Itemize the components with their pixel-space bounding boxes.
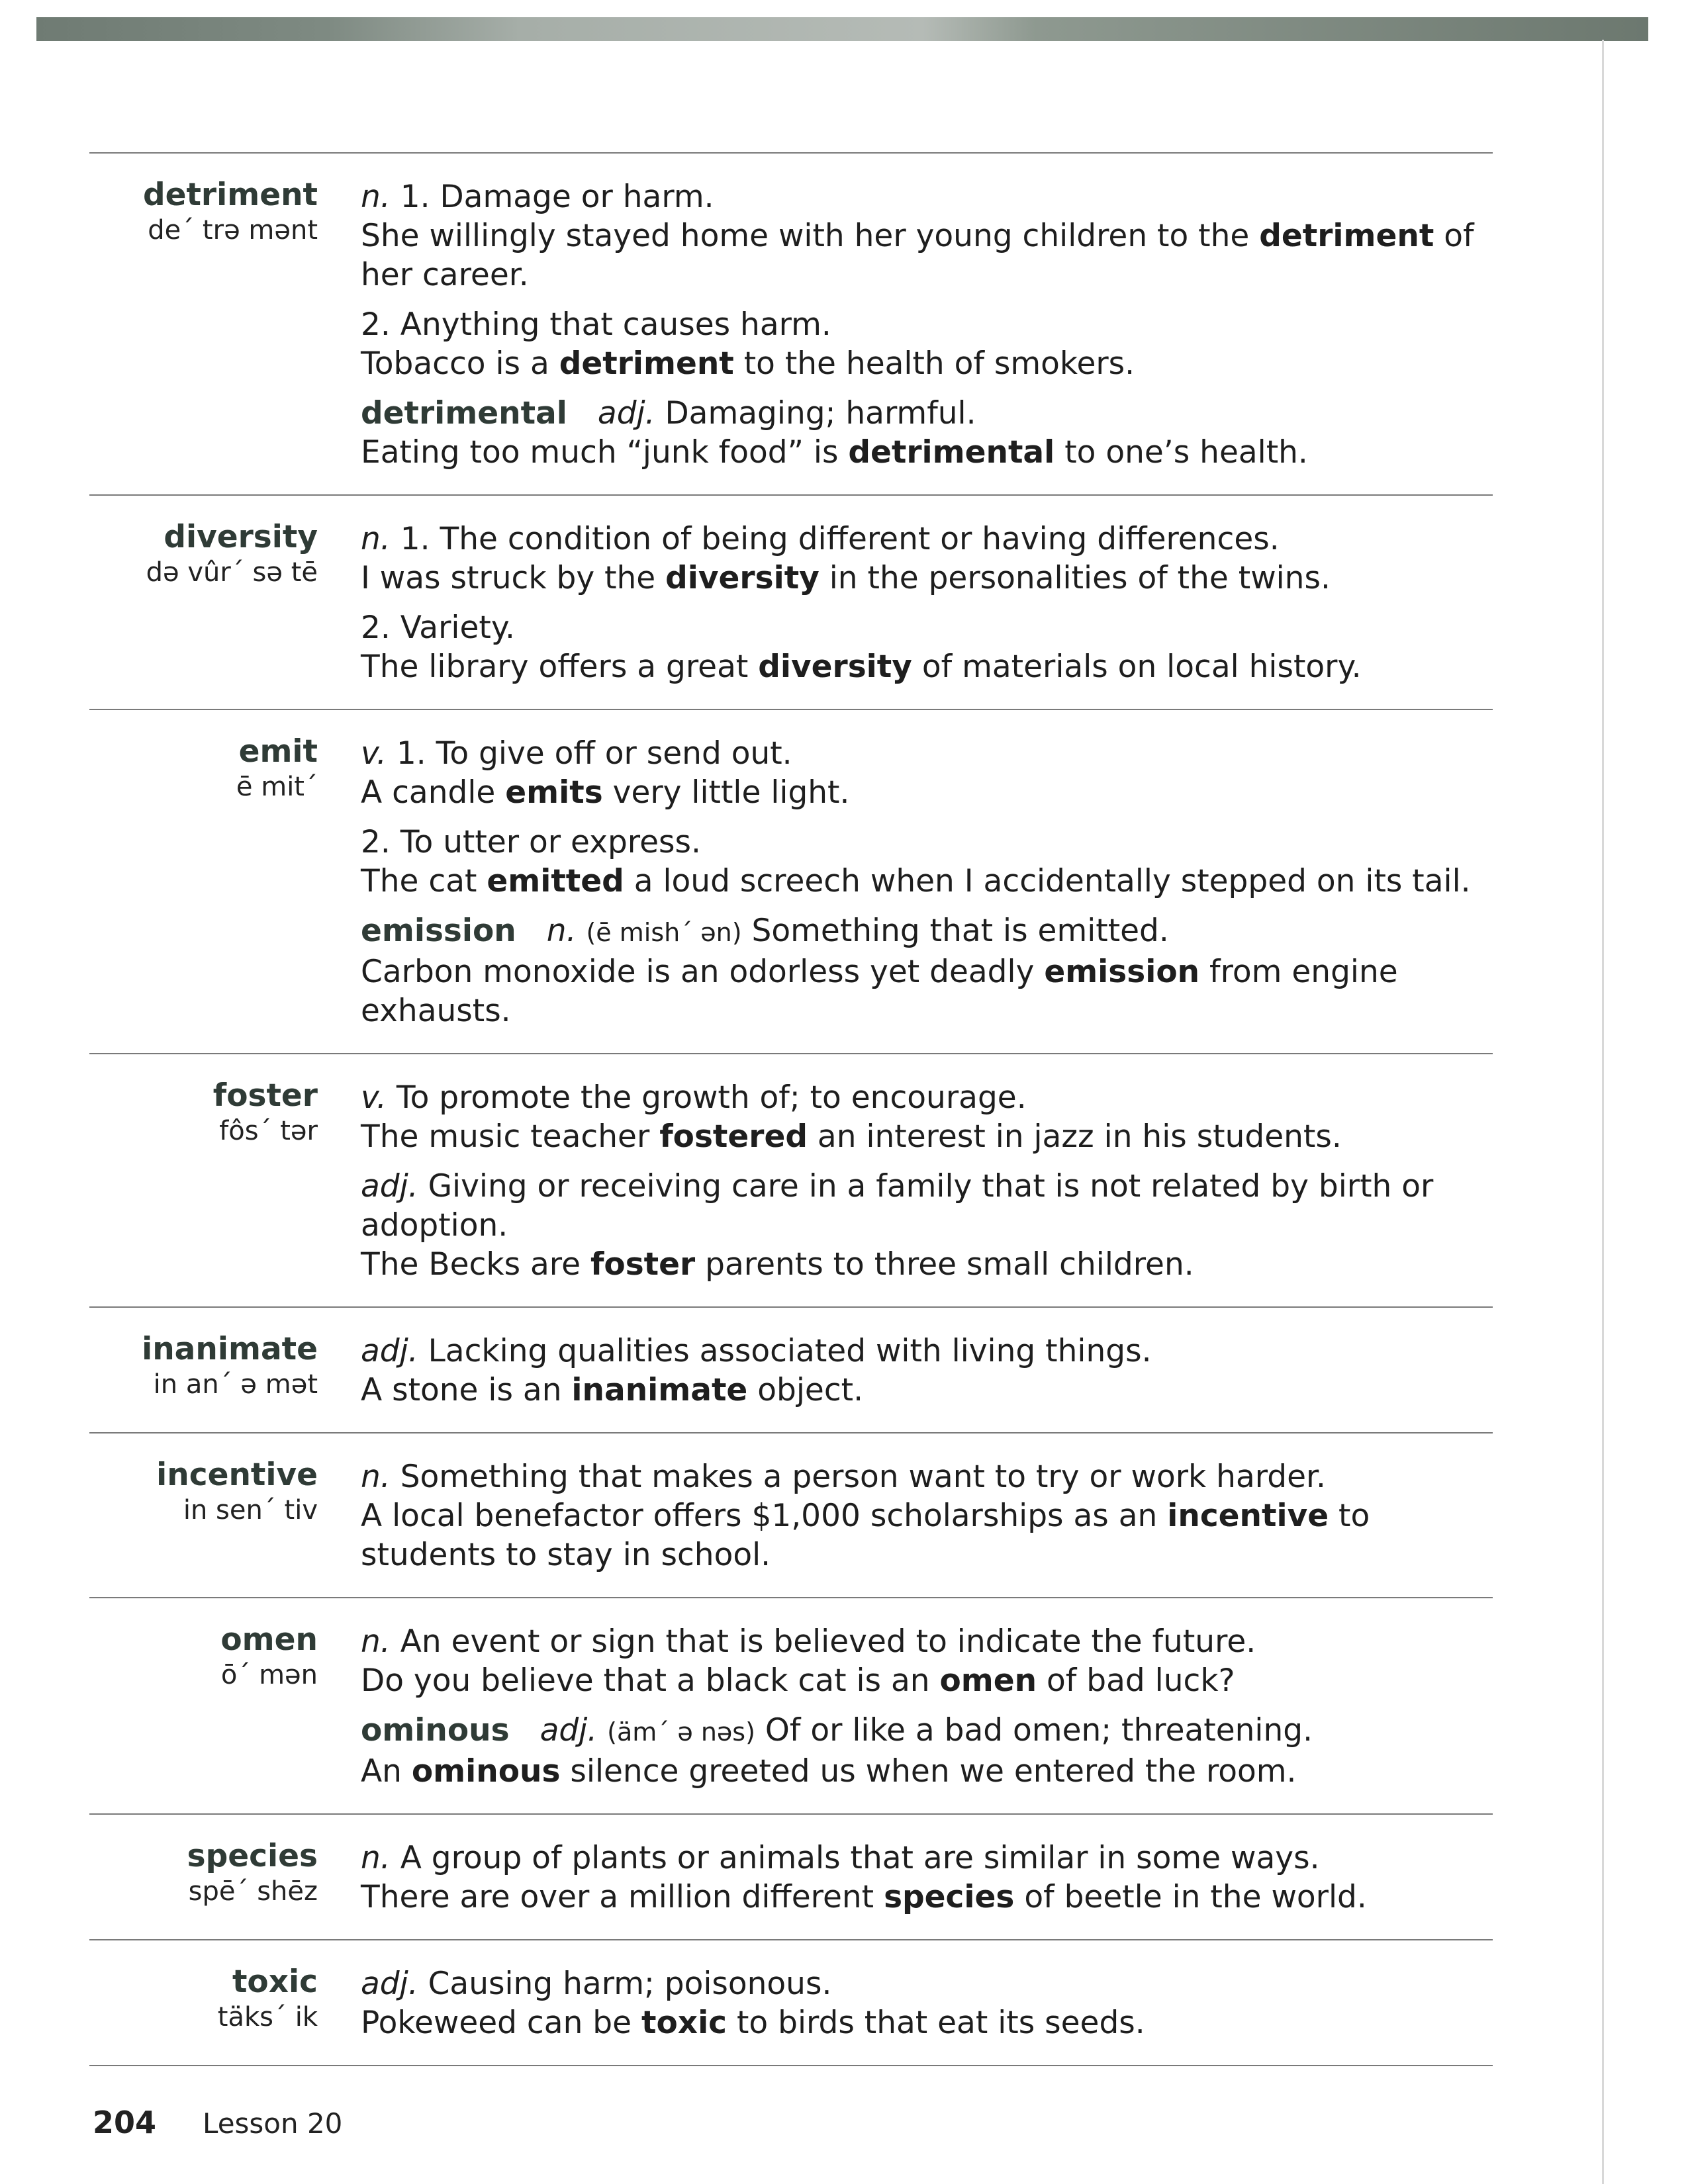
example-text: an interest in jazz in his students. (807, 1118, 1342, 1155)
headword: foster (212, 1077, 318, 1114)
sense (361, 394, 1493, 472)
example-keyword: species (884, 1879, 1015, 1915)
definition: Lacking qualities associated with living things. (428, 1333, 1152, 1369)
definition-line (361, 734, 1493, 773)
definition: Of or like a bad omen; threatening. (765, 1712, 1313, 1749)
sense (361, 1839, 1493, 1917)
sense (361, 305, 1493, 383)
headword: incentive (156, 1457, 318, 1493)
definition-line (361, 520, 1493, 559)
example-text: from engine exhausts. (361, 954, 1398, 1029)
definition-line (361, 177, 1493, 216)
definition: To utter or express. (400, 824, 701, 860)
entry-emit (89, 710, 1493, 1054)
example-sentence (361, 1661, 1493, 1700)
example-text: A local benefactor offers $1,000 scholarships as an (361, 1498, 1168, 1534)
definition: Damage or harm. (440, 179, 714, 215)
lesson-label: Lesson 20 (203, 2107, 343, 2140)
headword: omen (220, 1621, 318, 1658)
page-spine (1602, 40, 1604, 2184)
example-text: The Becks are (361, 1246, 590, 1283)
headword: detriment (142, 177, 318, 213)
example-keyword: diversity (665, 560, 820, 596)
derived-pronunciation: (ē mish´ ən) (586, 918, 742, 947)
definition-line (361, 1839, 1493, 1878)
example-keyword: toxic (641, 2005, 727, 2041)
definition-line (361, 911, 1493, 952)
example-text: Carbon monoxide is an odorless yet deadly (361, 954, 1045, 990)
definition-line (361, 1711, 1493, 1752)
derived-pronunciation: (äm´ ə nəs) (607, 1717, 755, 1747)
example-keyword: detrimental (848, 434, 1055, 471)
vocabulary-list (89, 152, 1493, 2066)
example-keyword: diversity (758, 649, 912, 685)
entry-body (361, 1964, 1493, 2042)
example-text: object. (747, 1372, 864, 1408)
example-keyword: detriment (559, 345, 734, 382)
entry-body (361, 1457, 1493, 1574)
page-footer (93, 2105, 342, 2140)
example-keyword: emits (505, 774, 603, 811)
sense (361, 1457, 1493, 1574)
example-text: The cat (361, 863, 487, 899)
pronunciation: ē mit´ (236, 772, 318, 802)
entry-omen (89, 1598, 1493, 1815)
example-sentence (361, 2003, 1493, 2042)
example-text: parents to three small children. (695, 1246, 1194, 1283)
headword: emit (238, 733, 318, 770)
example-text: to students to stay in school. (361, 1498, 1370, 1573)
example-sentence (361, 952, 1493, 1030)
pronunciation: fôs´ tər (219, 1116, 318, 1146)
pronunciation: täks´ ik (217, 2002, 318, 2032)
example-text: of beetle in the world. (1014, 1879, 1367, 1915)
entry-species (89, 1815, 1493, 1940)
definition-line (361, 1457, 1493, 1496)
example-text: of her career. (361, 218, 1474, 293)
entry-body (361, 1332, 1493, 1410)
example-text: An (361, 1753, 412, 1790)
entry-body (361, 520, 1493, 686)
entry-head (89, 1332, 318, 1402)
definition-line (361, 1964, 1493, 2003)
example-text: A stone is an (361, 1372, 572, 1408)
example-text: The library offers a great (361, 649, 759, 685)
pronunciation: ō´ mən (220, 1660, 318, 1690)
example-text: in the personalities of the twins. (819, 560, 1331, 596)
entry-toxic (89, 1940, 1493, 2066)
headword: diversity (164, 519, 318, 555)
example-text: to one’s health. (1055, 434, 1308, 471)
definition: Something that makes a person want to try or work harder. (400, 1459, 1326, 1495)
sense-number: 1. (400, 521, 430, 557)
sense (361, 823, 1493, 901)
part-of-speech: n. (361, 1459, 391, 1495)
page-number: 204 (93, 2105, 157, 2140)
sense-number: 2. (361, 306, 391, 343)
entry-body (361, 1622, 1493, 1791)
definition: A group of plants or animals that are similar in some ways. (400, 1840, 1320, 1876)
example-text: very little light. (602, 774, 850, 811)
entry-detriment (89, 154, 1493, 496)
example-text: Pokeweed can be (361, 2005, 641, 2041)
example-sentence (361, 862, 1493, 901)
sense-number: 1. (396, 735, 426, 772)
sense (361, 1711, 1493, 1791)
entry-diversity (89, 496, 1493, 710)
definition: An event or sign that is believed to indicate the future. (400, 1623, 1256, 1660)
example-keyword: foster (590, 1246, 696, 1283)
entry-head (89, 520, 318, 590)
pronunciation: spē´ shēz (188, 1876, 318, 1907)
example-sentence (361, 1878, 1493, 1917)
entry-inanimate (89, 1308, 1493, 1433)
example-text: of bad luck? (1037, 1662, 1235, 1699)
sense (361, 520, 1493, 598)
definition: Damaging; harmful. (665, 395, 976, 432)
entry-body (361, 1078, 1493, 1284)
part-of-speech: n. (361, 521, 391, 557)
sense (361, 177, 1493, 295)
pronunciation: de´ trə mənt (148, 215, 318, 246)
entry-head (89, 1964, 318, 2034)
definition-line (361, 394, 1493, 433)
example-sentence (361, 1117, 1493, 1156)
definition-line (361, 1167, 1493, 1245)
definition: The condition of being different or having differences. (440, 521, 1280, 557)
sense (361, 911, 1493, 1030)
entry-body (361, 1839, 1493, 1917)
part-of-speech: v. (361, 735, 387, 772)
example-text: to birds that eat its seeds. (727, 2005, 1145, 2041)
example-text: silence greeted us when we entered the room. (560, 1753, 1297, 1790)
example-text: The music teacher (361, 1118, 660, 1155)
part-of-speech: adj. (539, 1712, 598, 1749)
definition: Anything that causes harm. (400, 306, 831, 343)
example-keyword: detriment (1259, 218, 1434, 254)
sense (361, 1078, 1493, 1156)
entry-head (89, 177, 318, 248)
example-sentence (361, 433, 1493, 472)
example-text: Tobacco is a (361, 345, 559, 382)
example-keyword: emission (1044, 954, 1200, 990)
sense-number: 2. (361, 824, 391, 860)
headword: inanimate (142, 1331, 318, 1367)
part-of-speech: adj. (361, 1966, 418, 2002)
example-text: of materials on local history. (912, 649, 1362, 685)
sense-number: 1. (400, 179, 430, 215)
definition: Variety. (400, 610, 515, 646)
headword: species (187, 1838, 318, 1874)
example-sentence (361, 559, 1493, 598)
part-of-speech: adj. (361, 1168, 418, 1205)
part-of-speech: v. (361, 1079, 387, 1116)
definition: Something that is emitted. (751, 913, 1169, 949)
headword: toxic (232, 1964, 318, 2000)
sense (361, 1167, 1493, 1284)
entry-head (89, 1839, 318, 1909)
entry-head (89, 1622, 318, 1692)
example-sentence (361, 1752, 1493, 1791)
example-sentence (361, 216, 1493, 295)
part-of-speech: adj. (361, 1333, 418, 1369)
example-text: a loud screech when I accidentally stepped on its tail. (624, 863, 1471, 899)
header-bar (36, 17, 1648, 41)
sense (361, 1332, 1493, 1410)
pronunciation: də vûr´ sə tē (146, 557, 318, 588)
derived-word: ominous (361, 1712, 510, 1749)
example-keyword: incentive (1167, 1498, 1329, 1534)
entry-foster (89, 1054, 1493, 1308)
entry-body (361, 177, 1493, 472)
definition-line (361, 1332, 1493, 1371)
sense (361, 1622, 1493, 1700)
pronunciation: in an´ ə mət (153, 1369, 318, 1400)
example-keyword: emitted (487, 863, 624, 899)
definition-line (361, 608, 1493, 647)
example-keyword: ominous (411, 1753, 561, 1790)
example-sentence (361, 647, 1493, 686)
example-sentence (361, 344, 1493, 383)
example-text: There are over a million different (361, 1879, 884, 1915)
example-keyword: fostered (659, 1118, 808, 1155)
example-text: to the health of smokers. (733, 345, 1135, 382)
part-of-speech: n. (361, 179, 391, 215)
definition-line (361, 1622, 1493, 1661)
example-sentence (361, 1496, 1493, 1574)
example-text: Do you believe that a black cat is an (361, 1662, 940, 1699)
part-of-speech: n. (361, 1840, 391, 1876)
entry-head (89, 734, 318, 804)
sense-number: 2. (361, 610, 391, 646)
example-sentence (361, 1245, 1493, 1284)
definition: To promote the growth of; to encourage. (396, 1079, 1027, 1116)
example-text: I was struck by the (361, 560, 666, 596)
example-keyword: inanimate (571, 1372, 748, 1408)
example-text: Eating too much “junk food” is (361, 434, 849, 471)
sense (361, 734, 1493, 812)
example-sentence (361, 1371, 1493, 1410)
example-sentence (361, 773, 1493, 812)
part-of-speech: adj. (597, 395, 655, 432)
part-of-speech: n. (361, 1623, 391, 1660)
definition-line (361, 305, 1493, 344)
entry-incentive (89, 1433, 1493, 1598)
derived-word: emission (361, 913, 516, 949)
example-text: She willingly stayed home with her young children to the (361, 218, 1260, 254)
example-keyword: omen (939, 1662, 1037, 1699)
definition: Causing harm; poisonous. (428, 1966, 832, 2002)
definition: Giving or receiving care in a family that is not related by birth or adoption. (361, 1168, 1434, 1244)
sense (361, 608, 1493, 686)
entry-body (361, 734, 1493, 1030)
definition: To give off or send out. (436, 735, 792, 772)
sense (361, 1964, 1493, 2042)
definition-line (361, 1078, 1493, 1117)
part-of-speech: n. (546, 913, 577, 949)
derived-word: detrimental (361, 395, 567, 432)
example-text: A candle (361, 774, 506, 811)
entry-head (89, 1078, 318, 1148)
definition-line (361, 823, 1493, 862)
entry-head (89, 1457, 318, 1527)
pronunciation: in sen´ tiv (183, 1495, 318, 1525)
